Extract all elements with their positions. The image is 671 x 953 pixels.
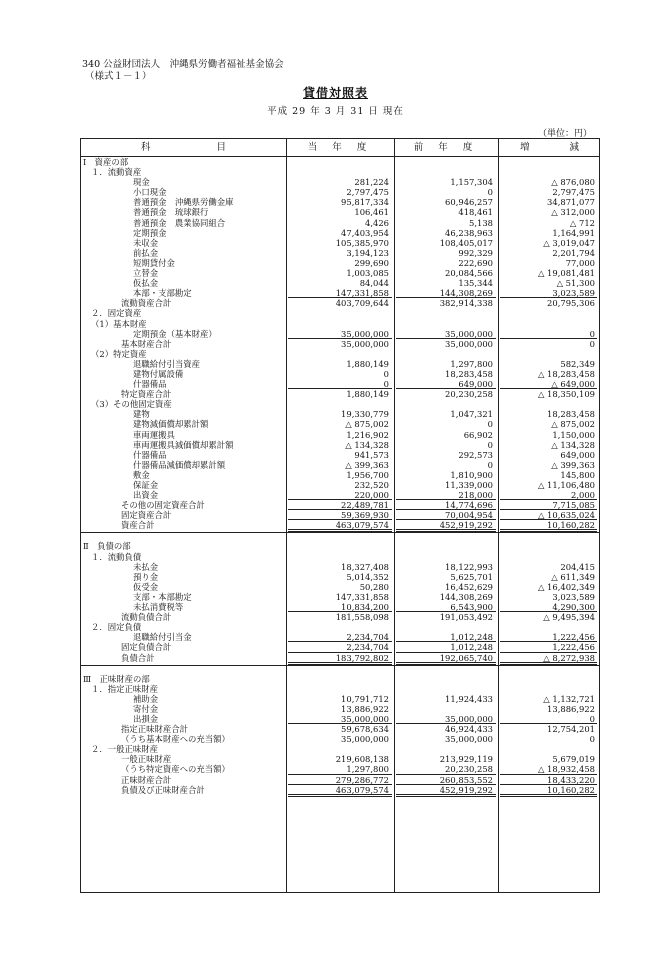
change-value: 2,797,475 — [552, 187, 595, 198]
table-row — [81, 612, 599, 622]
row-label: 仮払金 — [133, 278, 159, 289]
header-current-year: 当 年 度 — [307, 142, 373, 153]
table-row — [81, 389, 599, 399]
current-year-value: 105,385,970 — [335, 237, 389, 248]
current-year-value: 0 — [383, 379, 389, 390]
previous-year-value: 1,810,900 — [450, 469, 493, 480]
header-item-right: 目 — [216, 142, 226, 153]
row-label: １．流動資産 — [91, 167, 142, 178]
table-row — [81, 349, 599, 359]
table-row — [81, 674, 599, 684]
change-value: △ 18,283,458 — [537, 368, 595, 379]
row-label: 定期預金（基本財産） — [133, 328, 217, 339]
previous-year-value: 108,405,017 — [439, 237, 493, 248]
row-label: １．指定正味財産 — [91, 683, 158, 694]
previous-year-value: 0 — [487, 459, 493, 470]
current-year-value: 35,000,000 — [341, 338, 389, 349]
table-row — [81, 592, 599, 602]
table-row — [81, 177, 599, 187]
change-value: 18,283,458 — [547, 409, 595, 420]
change-value: 3,023,589 — [552, 288, 595, 299]
table-row — [81, 430, 599, 440]
change-value: 5,679,019 — [552, 754, 595, 765]
row-label: 正味財産合計 — [121, 774, 172, 785]
table-row — [81, 369, 599, 379]
row-label: 定期預金 — [133, 227, 167, 238]
table-row — [81, 440, 599, 450]
current-year-value: △ 134,328 — [345, 439, 389, 450]
row-label: 什器備品減価償却累計額 — [133, 459, 226, 470]
current-year-value: 147,331,858 — [335, 591, 389, 602]
organization-name: 340 公益財団法人 沖縄県労働者福祉基金協会 — [82, 59, 284, 70]
change-value: △ 876,080 — [551, 177, 595, 188]
section-separator — [81, 665, 599, 666]
previous-year-value: 1,157,304 — [450, 177, 493, 188]
previous-year-value: 292,573 — [458, 449, 493, 460]
row-label: 流動資産合計 — [121, 298, 172, 309]
row-label: 補助金 — [133, 693, 159, 704]
previous-year-value: 35,000,000 — [445, 338, 493, 349]
current-year-value: 22,489,781 — [341, 500, 389, 511]
row-label: 支部・本部勘定 — [133, 591, 192, 602]
table-row — [81, 450, 599, 460]
row-label: ２．固定負債 — [91, 622, 142, 633]
change-value: △ 649,000 — [551, 379, 595, 390]
change-value: 7,715,085 — [552, 500, 595, 511]
previous-year-value: 649,000 — [458, 379, 493, 390]
previous-year-value: 144,308,269 — [439, 288, 493, 299]
current-year-value: 35,000,000 — [341, 328, 389, 339]
change-value: 20,795,306 — [547, 298, 595, 309]
previous-year-value: 260,853,552 — [439, 774, 493, 785]
previous-year-value: 66,902 — [463, 429, 493, 440]
current-year-value: 183,792,802 — [335, 652, 389, 663]
change-value: 2,000 — [571, 490, 595, 501]
previous-year-value: 213,929,119 — [439, 754, 493, 765]
row-label: （3）その他固定資産 — [91, 399, 172, 410]
current-year-value: 1,297,800 — [346, 764, 389, 775]
table-row — [81, 510, 599, 520]
row-label: 特定資産合計 — [121, 389, 172, 400]
table-row — [81, 622, 599, 632]
row-label: 退職給付引当金 — [133, 632, 192, 643]
change-value: 649,000 — [560, 449, 595, 460]
current-year-value: 299,690 — [354, 257, 389, 268]
table-row — [81, 724, 599, 734]
current-year-value: 2,797,475 — [346, 187, 389, 198]
row-label: 現金 — [133, 177, 150, 188]
row-label: ２．固定資産 — [91, 308, 142, 319]
table-row — [81, 288, 599, 298]
table-row — [81, 500, 599, 510]
table-row — [81, 359, 599, 369]
table-row — [81, 308, 599, 318]
change-value: 18,433,220 — [547, 774, 595, 785]
previous-year-value: 20,084,566 — [445, 268, 493, 279]
previous-year-value: 5,625,701 — [450, 571, 493, 582]
row-label: 車両運搬具減価償却累計額 — [133, 439, 234, 450]
change-value: △ 712 — [569, 217, 595, 228]
header-change-right: 減 — [569, 142, 579, 153]
current-year-value: 1,216,902 — [346, 429, 389, 440]
change-value: 0 — [589, 713, 595, 724]
row-label: 前払金 — [133, 247, 159, 258]
current-year-value: 84,044 — [359, 278, 389, 289]
row-label: 流動負債合計 — [121, 612, 172, 623]
change-value: 1,150,000 — [552, 429, 595, 440]
current-year-value: 403,709,644 — [335, 298, 389, 309]
row-label: 本部・支部勘定 — [133, 288, 192, 299]
previous-year-value: 0 — [487, 419, 493, 430]
current-year-value: 220,000 — [354, 490, 389, 501]
row-label: 建物 — [133, 409, 150, 420]
previous-year-value: 20,230,258 — [445, 389, 493, 400]
table-row — [81, 167, 599, 177]
current-year-value: 35,000,000 — [341, 734, 389, 745]
change-value: △ 1,132,721 — [543, 693, 595, 704]
current-year-value: 10,834,200 — [341, 602, 389, 613]
row-label: Ⅰ 資産の部 — [83, 157, 129, 167]
table-row — [81, 157, 599, 167]
previous-year-value: 5,138 — [469, 217, 493, 228]
row-label: Ⅲ 正味財産の部 — [83, 673, 150, 684]
change-value: 1,164,991 — [552, 227, 595, 238]
as-of-date: 平成 29 年 3 月 31 日 現在 — [267, 106, 404, 117]
table-row — [81, 785, 599, 795]
change-value: 4,290,300 — [552, 602, 595, 613]
row-label: 出損金 — [133, 713, 159, 724]
previous-year-value: 192,065,740 — [439, 652, 493, 663]
change-value: △ 18,350,109 — [537, 389, 595, 400]
current-year-value: 941,573 — [354, 449, 389, 460]
table-row — [81, 684, 599, 694]
previous-year-value: 452,919,292 — [439, 784, 493, 795]
row-label: 普通預金 農業協同組合 — [133, 217, 226, 228]
previous-year-value: 18,283,458 — [445, 368, 493, 379]
previous-year-value: 35,000,000 — [445, 328, 493, 339]
row-label: （うち特定資産への充当額） — [121, 764, 230, 775]
row-label: 短期貸付金 — [133, 257, 175, 268]
header-change — [498, 139, 601, 156]
previous-year-value: 452,919,292 — [439, 520, 493, 531]
current-year-value: 219,608,138 — [335, 754, 389, 765]
row-label: 車両運搬具 — [133, 429, 175, 440]
current-year-value: 3,194,123 — [346, 247, 389, 258]
change-value: △ 51,300 — [556, 278, 595, 289]
current-year-value: 47,403,954 — [341, 227, 389, 238]
row-label: ２．一般正味財産 — [91, 744, 158, 755]
row-label: 負債合計 — [121, 652, 155, 663]
previous-year-value: 1,047,321 — [450, 409, 493, 420]
current-year-value: 2,234,704 — [346, 642, 389, 653]
previous-year-value: 0 — [487, 439, 493, 450]
current-year-value: 59,678,634 — [341, 724, 389, 735]
row-label: 立替金 — [133, 268, 159, 279]
row-label: （1）基本財産 — [91, 318, 147, 329]
previous-year-value: 18,122,993 — [445, 561, 493, 572]
table-row — [81, 268, 599, 278]
table-row — [81, 197, 599, 207]
current-year-value: 279,286,772 — [335, 774, 389, 785]
change-value: 3,023,589 — [552, 591, 595, 602]
previous-year-value: 222,690 — [458, 257, 493, 268]
row-label: 普通預金 沖縄県労働金庫 — [133, 197, 234, 208]
previous-year-value: 70,004,954 — [445, 510, 493, 521]
row-label: 建物減価償却累計額 — [133, 419, 209, 430]
table-row — [81, 541, 599, 551]
section-separator — [81, 532, 599, 533]
unit-label: （単位：円） — [537, 129, 592, 139]
row-label: 基本財産合計 — [121, 338, 172, 349]
table-row — [81, 258, 599, 268]
change-value: 13,886,922 — [547, 703, 595, 714]
current-year-value: 147,331,858 — [335, 288, 389, 299]
current-year-value: 50,280 — [359, 581, 389, 592]
table-row — [81, 734, 599, 744]
row-label: 普通預金 琉球銀行 — [133, 207, 209, 218]
table-row — [81, 694, 599, 704]
change-value: △ 312,000 — [551, 207, 595, 218]
table-header-row — [81, 139, 599, 157]
row-label: 指定正味財産合計 — [121, 724, 188, 735]
previous-year-value: 135,344 — [458, 278, 493, 289]
current-year-value: 232,520 — [354, 480, 389, 490]
previous-year-value: 46,924,433 — [445, 724, 493, 735]
table-row — [81, 764, 599, 774]
previous-year-value: 1,012,248 — [450, 632, 493, 643]
table-row — [81, 187, 599, 197]
row-label: （2）特定資産 — [91, 348, 147, 359]
change-value: 2,201,794 — [552, 247, 595, 258]
row-label: 建物付属設備 — [133, 368, 184, 379]
current-year-value: 19,330,779 — [341, 409, 389, 420]
table-row — [81, 642, 599, 652]
table-row — [81, 632, 599, 642]
row-label: 小口現金 — [133, 187, 167, 198]
previous-year-value: 191,053,492 — [439, 612, 493, 623]
change-value: 0 — [589, 328, 595, 339]
table-row — [81, 218, 599, 228]
table-row — [81, 319, 599, 329]
current-year-value: 463,079,574 — [335, 784, 389, 795]
change-value: 204,415 — [560, 561, 595, 572]
header-item-left: 科 — [141, 142, 151, 153]
change-value: 0 — [589, 338, 595, 349]
change-value: 0 — [589, 734, 595, 745]
change-value: 10,160,282 — [547, 784, 595, 795]
table-row — [81, 602, 599, 612]
table-row — [81, 470, 599, 480]
table-row — [81, 653, 599, 663]
row-label: 一般正味財産 — [121, 754, 172, 765]
current-year-value: △ 875,002 — [345, 419, 389, 430]
change-value: 77,000 — [565, 257, 595, 268]
balance-sheet-table — [80, 138, 600, 893]
form-number: （様式１－１） — [85, 71, 152, 82]
current-year-value: 1,880,149 — [346, 358, 389, 369]
previous-year-value: 35,000,000 — [445, 734, 493, 745]
table-row — [81, 419, 599, 429]
previous-year-value: 1,012,248 — [450, 642, 493, 653]
table-row — [81, 572, 599, 582]
current-year-value: 281,224 — [354, 177, 389, 188]
table-row — [81, 339, 599, 349]
table-row — [81, 520, 599, 530]
table-row — [81, 744, 599, 754]
current-year-value: 2,234,704 — [346, 632, 389, 643]
current-year-value: 463,079,574 — [335, 520, 389, 531]
table-row — [81, 754, 599, 764]
document-title: 貸借対照表 — [302, 86, 368, 100]
current-year-value: 1,003,085 — [346, 268, 389, 279]
current-year-value: 10,791,712 — [341, 693, 389, 704]
previous-year-value: 1,297,800 — [450, 358, 493, 369]
change-value: △ 11,106,480 — [537, 480, 595, 490]
current-year-value: 95,817,334 — [341, 197, 389, 208]
current-year-value: 59,369,930 — [341, 510, 389, 521]
change-value: 1,222,456 — [552, 632, 595, 643]
change-value: 145,800 — [560, 469, 595, 480]
row-label: １．流動負債 — [91, 551, 142, 562]
header-change-left: 増 — [520, 142, 530, 153]
change-value: △ 18,932,458 — [537, 764, 595, 775]
table-row — [81, 582, 599, 592]
row-label: 固定負債合計 — [121, 642, 172, 653]
previous-year-value: 60,946,257 — [445, 197, 493, 208]
current-year-value: 13,886,922 — [341, 703, 389, 714]
change-value: △ 399,363 — [551, 459, 595, 470]
change-value: △ 10,635,024 — [537, 510, 595, 521]
header-previous-year: 前 年 度 — [413, 142, 479, 153]
table-row — [81, 329, 599, 339]
table-row — [81, 379, 599, 389]
table-body — [81, 157, 599, 795]
table-row — [81, 238, 599, 248]
table-row — [81, 714, 599, 724]
change-value: 10,160,282 — [547, 520, 595, 531]
current-year-value: 4,426 — [365, 217, 389, 228]
previous-year-value: 144,308,269 — [439, 591, 493, 602]
previous-year-value: 992,329 — [458, 247, 493, 258]
table-row — [81, 490, 599, 500]
change-value: 34,871,077 — [547, 197, 595, 208]
table-row — [81, 562, 599, 572]
table-row — [81, 480, 599, 490]
current-year-value: 0 — [383, 368, 389, 379]
current-year-value: 1,880,149 — [346, 389, 389, 400]
table-row — [81, 704, 599, 714]
row-label: Ⅱ 負債の部 — [83, 541, 131, 552]
row-label: 什器備品 — [133, 379, 167, 390]
change-value: △ 611,349 — [551, 571, 595, 582]
change-value: △ 134,328 — [551, 439, 595, 450]
current-year-value: 1,956,700 — [346, 469, 389, 480]
previous-year-value: 46,238,963 — [445, 227, 493, 238]
row-label: 未払消費税等 — [133, 602, 184, 613]
table-row — [81, 460, 599, 470]
row-label: 預り金 — [133, 571, 159, 582]
row-label: 未収金 — [133, 237, 159, 248]
current-year-value: △ 399,363 — [345, 459, 389, 470]
table-row — [81, 248, 599, 258]
row-label: 出資金 — [133, 490, 159, 501]
table-row — [81, 207, 599, 217]
previous-year-value: 6,543,900 — [450, 602, 493, 613]
change-value: △ 8,272,938 — [543, 652, 595, 663]
row-label: 負債及び正味財産合計 — [121, 784, 205, 795]
header-item — [81, 139, 286, 156]
current-year-value: 181,558,098 — [335, 612, 389, 623]
current-year-value: 18,327,408 — [341, 561, 389, 572]
current-year-value: 35,000,000 — [341, 713, 389, 724]
row-label: 什器備品 — [133, 449, 167, 460]
previous-year-value: 0 — [487, 187, 493, 198]
table-row — [81, 552, 599, 562]
double-rule — [396, 794, 496, 797]
current-year-value: 5,014,352 — [346, 571, 389, 582]
change-value: △ 9,495,394 — [543, 612, 595, 623]
table-row — [81, 298, 599, 308]
previous-year-value: 218,000 — [458, 490, 493, 501]
table-row — [81, 228, 599, 238]
row-label: 未払金 — [133, 561, 159, 572]
previous-year-value: 14,774,696 — [445, 500, 493, 511]
change-value: 1,222,456 — [552, 642, 595, 653]
previous-year-value: 11,924,433 — [445, 693, 493, 704]
change-value: △ 19,081,481 — [537, 268, 595, 279]
row-label: 保証金 — [133, 480, 159, 490]
row-label: 敷金 — [133, 469, 150, 480]
row-label: （うち基本財産への充当額） — [121, 734, 230, 745]
change-value: △ 16,402,349 — [537, 581, 595, 592]
previous-year-value: 16,452,629 — [445, 581, 493, 592]
row-label: 寄付金 — [133, 703, 159, 714]
previous-year-value: 11,339,000 — [445, 480, 493, 490]
previous-year-value: 20,230,258 — [445, 764, 493, 775]
table-row — [81, 399, 599, 409]
change-value: 12,754,201 — [547, 724, 595, 735]
previous-year-value: 382,914,338 — [439, 298, 493, 309]
row-label: 退職給付引当資産 — [133, 358, 200, 369]
row-label: 固定資産合計 — [121, 510, 172, 521]
table-row — [81, 775, 599, 785]
row-label: 仮受金 — [133, 581, 159, 592]
current-year-value: 106,461 — [354, 207, 389, 218]
change-value: △ 3,019,047 — [543, 237, 595, 248]
row-label: その他の固定資産合計 — [121, 500, 205, 511]
double-rule — [500, 794, 597, 797]
table-row — [81, 409, 599, 419]
table-row — [81, 278, 599, 288]
previous-year-value: 418,461 — [458, 207, 493, 218]
double-rule — [288, 794, 392, 797]
change-value: 582,349 — [560, 358, 595, 369]
previous-year-value: 35,000,000 — [445, 713, 493, 724]
row-label: 資産合計 — [121, 520, 155, 531]
change-value: △ 875,002 — [551, 419, 595, 430]
